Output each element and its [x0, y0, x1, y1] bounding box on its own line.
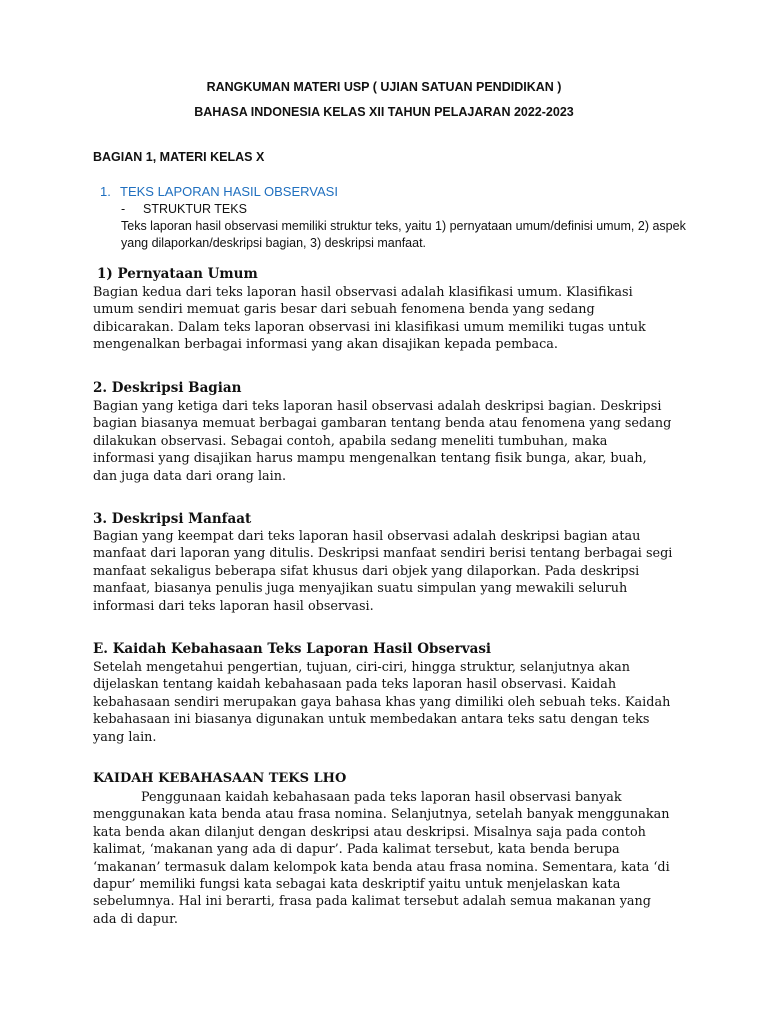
paragraph-line: Bagian yang keempat dari teks laporan hasil observasi adalah deskripsi bagian atau — [93, 529, 641, 544]
paragraph-line: ‘makanan’ termasuk dalam kelompok kata benda atau frasa nomina. Sementara, kata ‘di — [93, 859, 670, 875]
sub-item-text: Teks laporan hasil observasi memiliki struktur teks, yaitu 1) pernyataan umum/definisi umum, 2) aspek yang dilaporkan/deskripsi bagian, 3) deskripsi manfaat. — [121, 219, 686, 250]
paragraph-line: umum sendiri memuat garis besar dari sebuah fenomena benda yang sedang — [93, 302, 595, 318]
paragraph-line: ada di dapur. — [93, 911, 178, 927]
paragraph-line: bagian biasanya memuat berbagai gambaran tentang benda atau fenomena yang sedang — [93, 416, 672, 432]
paragraph-line: dan juga data dari orang lain. — [93, 468, 287, 484]
paragraph-line: informasi yang disajikan harus mampu mengenalkan tentang fisik bunga, akar, buah, — [93, 451, 647, 467]
part-heading: KAIDAH KEBAHASAAN TEKS LHO — [93, 771, 347, 786]
paragraph-line: sebelumnya. Hal ini berarti, frasa pada kalimat tersebut adalah semua makanan yang — [93, 894, 651, 910]
paragraph-line: kebahasaan sendiri merupakan gaya bahasa khas yang dimiliki oleh sebuah teks. Kaidah — [93, 694, 671, 710]
paragraph-line: dibicarakan. Dalam teks laporan observasi ini klasifikasi umum memiliki tugas untuk — [93, 319, 646, 335]
document-title-line-1: RANGKUMAN MATERI USP ( UJIAN SATUAN PENDIDIKAN ) — [206, 80, 562, 94]
paragraph-line: kalimat, ‘makanan yang ada di dapur’. Pada kalimat tersebut, kata benda berupa — [93, 842, 620, 858]
part-heading: E. Kaidah Kebahasaan Teks Laporan Hasil Observasi — [93, 641, 492, 657]
list-item-number: 1. — [100, 184, 111, 199]
paragraph-line: manfaat sekaligus beberapa sifat khusus dari objek yang dilaporkan. Pada deskripsi — [93, 563, 640, 579]
paragraph-line: dapur’ memiliki fungsi kata sebagai kata deskriptif yaitu untuk menjelaskan kata — [93, 877, 621, 893]
paragraph-line: mengenalkan berbagai informasi yang akan disajikan kepada pembaca. — [93, 337, 558, 353]
section-title: BAGIAN 1, MATERI KELAS X — [93, 150, 265, 164]
paragraph-line: menggunakan kata benda atau frasa nomina. Selanjutnya, setelah banyak menggunakan — [93, 807, 670, 823]
document-title-line-2: BAHASA INDONESIA KELAS XII TAHUN PELAJARAN 2022-2023 — [194, 105, 574, 119]
part-heading: 1) Pernyataan Umum — [97, 266, 258, 282]
paragraph-line: kebahasaan ini biasanya digunakan untuk membedakan antara teks satu dengan teks — [93, 712, 650, 728]
paragraph-line: yang lain. — [93, 729, 157, 745]
part-paragraph — [93, 284, 693, 354]
paragraph-line: Bagian yang ketiga dari teks laporan hasil observasi adalah deskripsi bagian. Deskripsi — [93, 399, 662, 414]
part-heading: 3. Deskripsi Manfaat — [93, 511, 252, 527]
paragraph-line: manfaat, biasanya penulis juga menyajikan suatu simpulan yang mewakili seluruh — [93, 581, 628, 597]
paragraph-line: informasi dari teks laporan hasil observasi. — [93, 598, 374, 614]
part-heading: 2. Deskripsi Bagian — [93, 380, 242, 396]
part-paragraph — [93, 659, 693, 746]
paragraph-line: Setelah mengetahui pengertian, tujuan, ciri-ciri, hingga struktur, selanjutnya akan — [93, 660, 630, 675]
sub-item-bullet: - — [121, 202, 126, 216]
list-item-heading: TEKS LAPORAN HASIL OBSERVASI — [120, 184, 338, 199]
paragraph-line-indented — [93, 789, 693, 806]
paragraph-line: Penggunaan kaidah kebahasaan pada teks laporan hasil observasi banyak — [141, 790, 622, 805]
paragraph-line: dilakukan observasi. Sebagai contoh, apabila sedang meneliti tumbuhan, maka — [93, 433, 608, 449]
sub-item-heading: STRUKTUR TEKS — [143, 202, 247, 216]
part-paragraph — [93, 528, 693, 615]
paragraph-line: kata benda akan dilanjut dengan deskripsi atau deskripsi. Misalnya saja pada contoh — [93, 824, 646, 840]
paragraph-line: manfaat dari laporan yang ditulis. Deskripsi manfaat sendiri berisi tentang berbagai segi — [93, 546, 673, 562]
paragraph-line: Bagian kedua dari teks laporan hasil observasi adalah klasifikasi umum. Klasifikasi — [93, 285, 633, 300]
part-paragraph — [93, 398, 693, 485]
part-paragraph — [93, 789, 693, 928]
paragraph-line: dijelaskan tentang kaidah kebahasaan pada teks laporan hasil observasi. Kaidah — [93, 677, 617, 693]
